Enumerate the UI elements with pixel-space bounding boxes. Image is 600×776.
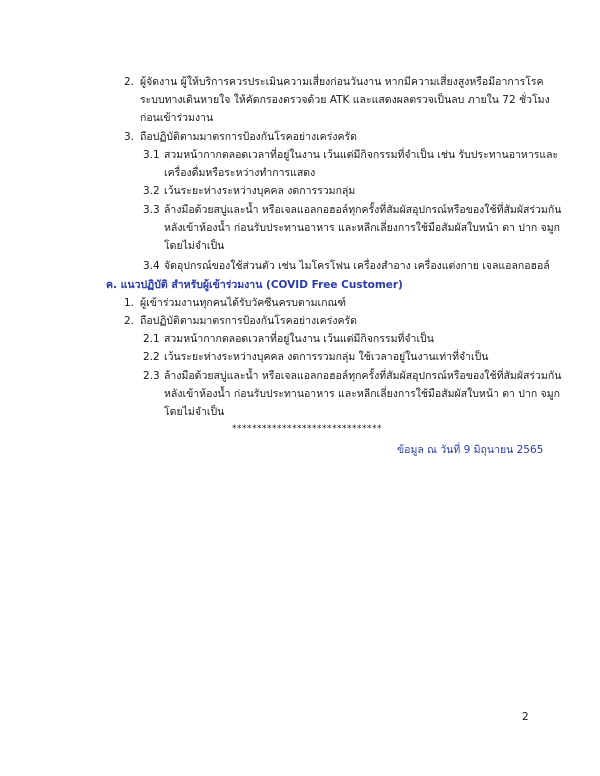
sub-number: 3.3: [143, 204, 160, 216]
paragraph-line: ล้างมือด้วยสบู่และน้ำ หรือเจลแอลกอฮอล์ทุกครั้งที่สัมผัสอุปกรณ์หรือของใช้ที่สัมผัสร่วมกัน: [164, 204, 562, 216]
separator-stars: ******************************: [232, 424, 382, 434]
paragraph-line: โดยไม่จำเป็น: [164, 240, 225, 252]
paragraph-line: เว้นระยะห่างระหว่างบุคคล งดการรวมกลุ่ม: [164, 185, 356, 197]
list-number: 3.: [124, 131, 135, 143]
sub-number: 2.2: [143, 351, 160, 363]
paragraph-line: ถือปฏิบัติตามมาตรการป้องกันโรคอย่างเคร่งครัด: [140, 315, 357, 327]
paragraph-line: เว้นระยะห่างระหว่างบุคคล งดการรวมกลุ่ม ใช้เวลาอยู่ในงานเท่าที่จำเป็น: [164, 351, 489, 363]
paragraph-line: ก่อนเข้าร่วมงาน: [140, 112, 214, 124]
paragraph-line: จัดอุปกรณ์ของใช้ส่วนตัว เช่น ไมโครโฟน เครื่องสำอาง เครื่องแต่งกาย เจลแอลกอฮอล์: [164, 260, 550, 272]
sub-number: 2.1: [143, 333, 160, 345]
sub-number: 3.2: [143, 185, 160, 197]
page-number: 2: [522, 711, 529, 723]
date-note: ข้อมูล ณ วันที่ 9 มิถุนายน 2565: [397, 444, 544, 456]
paragraph-line: ถือปฏิบัติตามมาตรการป้องกันโรคอย่างเคร่งครัด: [140, 131, 357, 143]
paragraph-line: เครื่องดื่มหรือระหว่างทำการแสดง: [164, 167, 316, 179]
paragraph-line: ผู้เข้าร่วมงานทุกคนได้รับวัคซีนครบตามเกณฑ์: [140, 297, 346, 309]
paragraph-line: หลังเข้าห้องน้ำ ก่อนรับประทานอาหาร และหลีกเลี่ยงการใช้มือสัมผัสใบหน้า ตา ปาก จมูก: [164, 388, 560, 400]
section-heading: ค. แนวปฏิบัติ สำหรับผู้เข้าร่วมงาน (COVID Free Customer): [106, 279, 403, 291]
paragraph-line: หลังเข้าห้องน้ำ ก่อนรับประทานอาหาร และหลีกเลี่ยงการใช้มือสัมผัสใบหน้า ตา ปาก จมูก: [164, 222, 560, 234]
paragraph-line: ล้างมือด้วยสบู่และน้ำ หรือเจลแอลกอฮอล์ทุกครั้งที่สัมผัสอุปกรณ์หรือของใช้ที่สัมผัสร่วมกัน: [164, 370, 562, 382]
list-number: 2.: [124, 76, 135, 88]
paragraph-line: ผู้จัดงาน ผู้ให้บริการควรประเมินความเสี่ยงก่อนวันงาน หากมีความเสี่ยงสูงหรือมีอาการโรค: [140, 76, 544, 88]
sub-number: 3.4: [143, 260, 160, 272]
sub-number: 3.1: [143, 149, 160, 161]
paragraph-line: โดยไม่จำเป็น: [164, 406, 225, 418]
sub-number: 2.3: [143, 370, 160, 382]
list-number: 1.: [124, 297, 135, 309]
paragraph-line: ระบบทางเดินหายใจ ให้คัดกรองตรวจด้วย ATK และแสดงผลตรวจเป็นลบ ภายใน 72 ชั่วโมง: [140, 94, 550, 106]
paragraph-line: สวมหน้ากากตลอดเวลาที่อยู่ในงาน เว้นแต่มีกิจกรรมที่จำเป็น: [164, 333, 434, 345]
list-number: 2.: [124, 315, 135, 327]
paragraph-line: สวมหน้ากากตลอดเวลาที่อยู่ในงาน เว้นแต่มีกิจกรรมที่จำเป็น เช่น รับประทานอาหารและ: [164, 149, 559, 161]
